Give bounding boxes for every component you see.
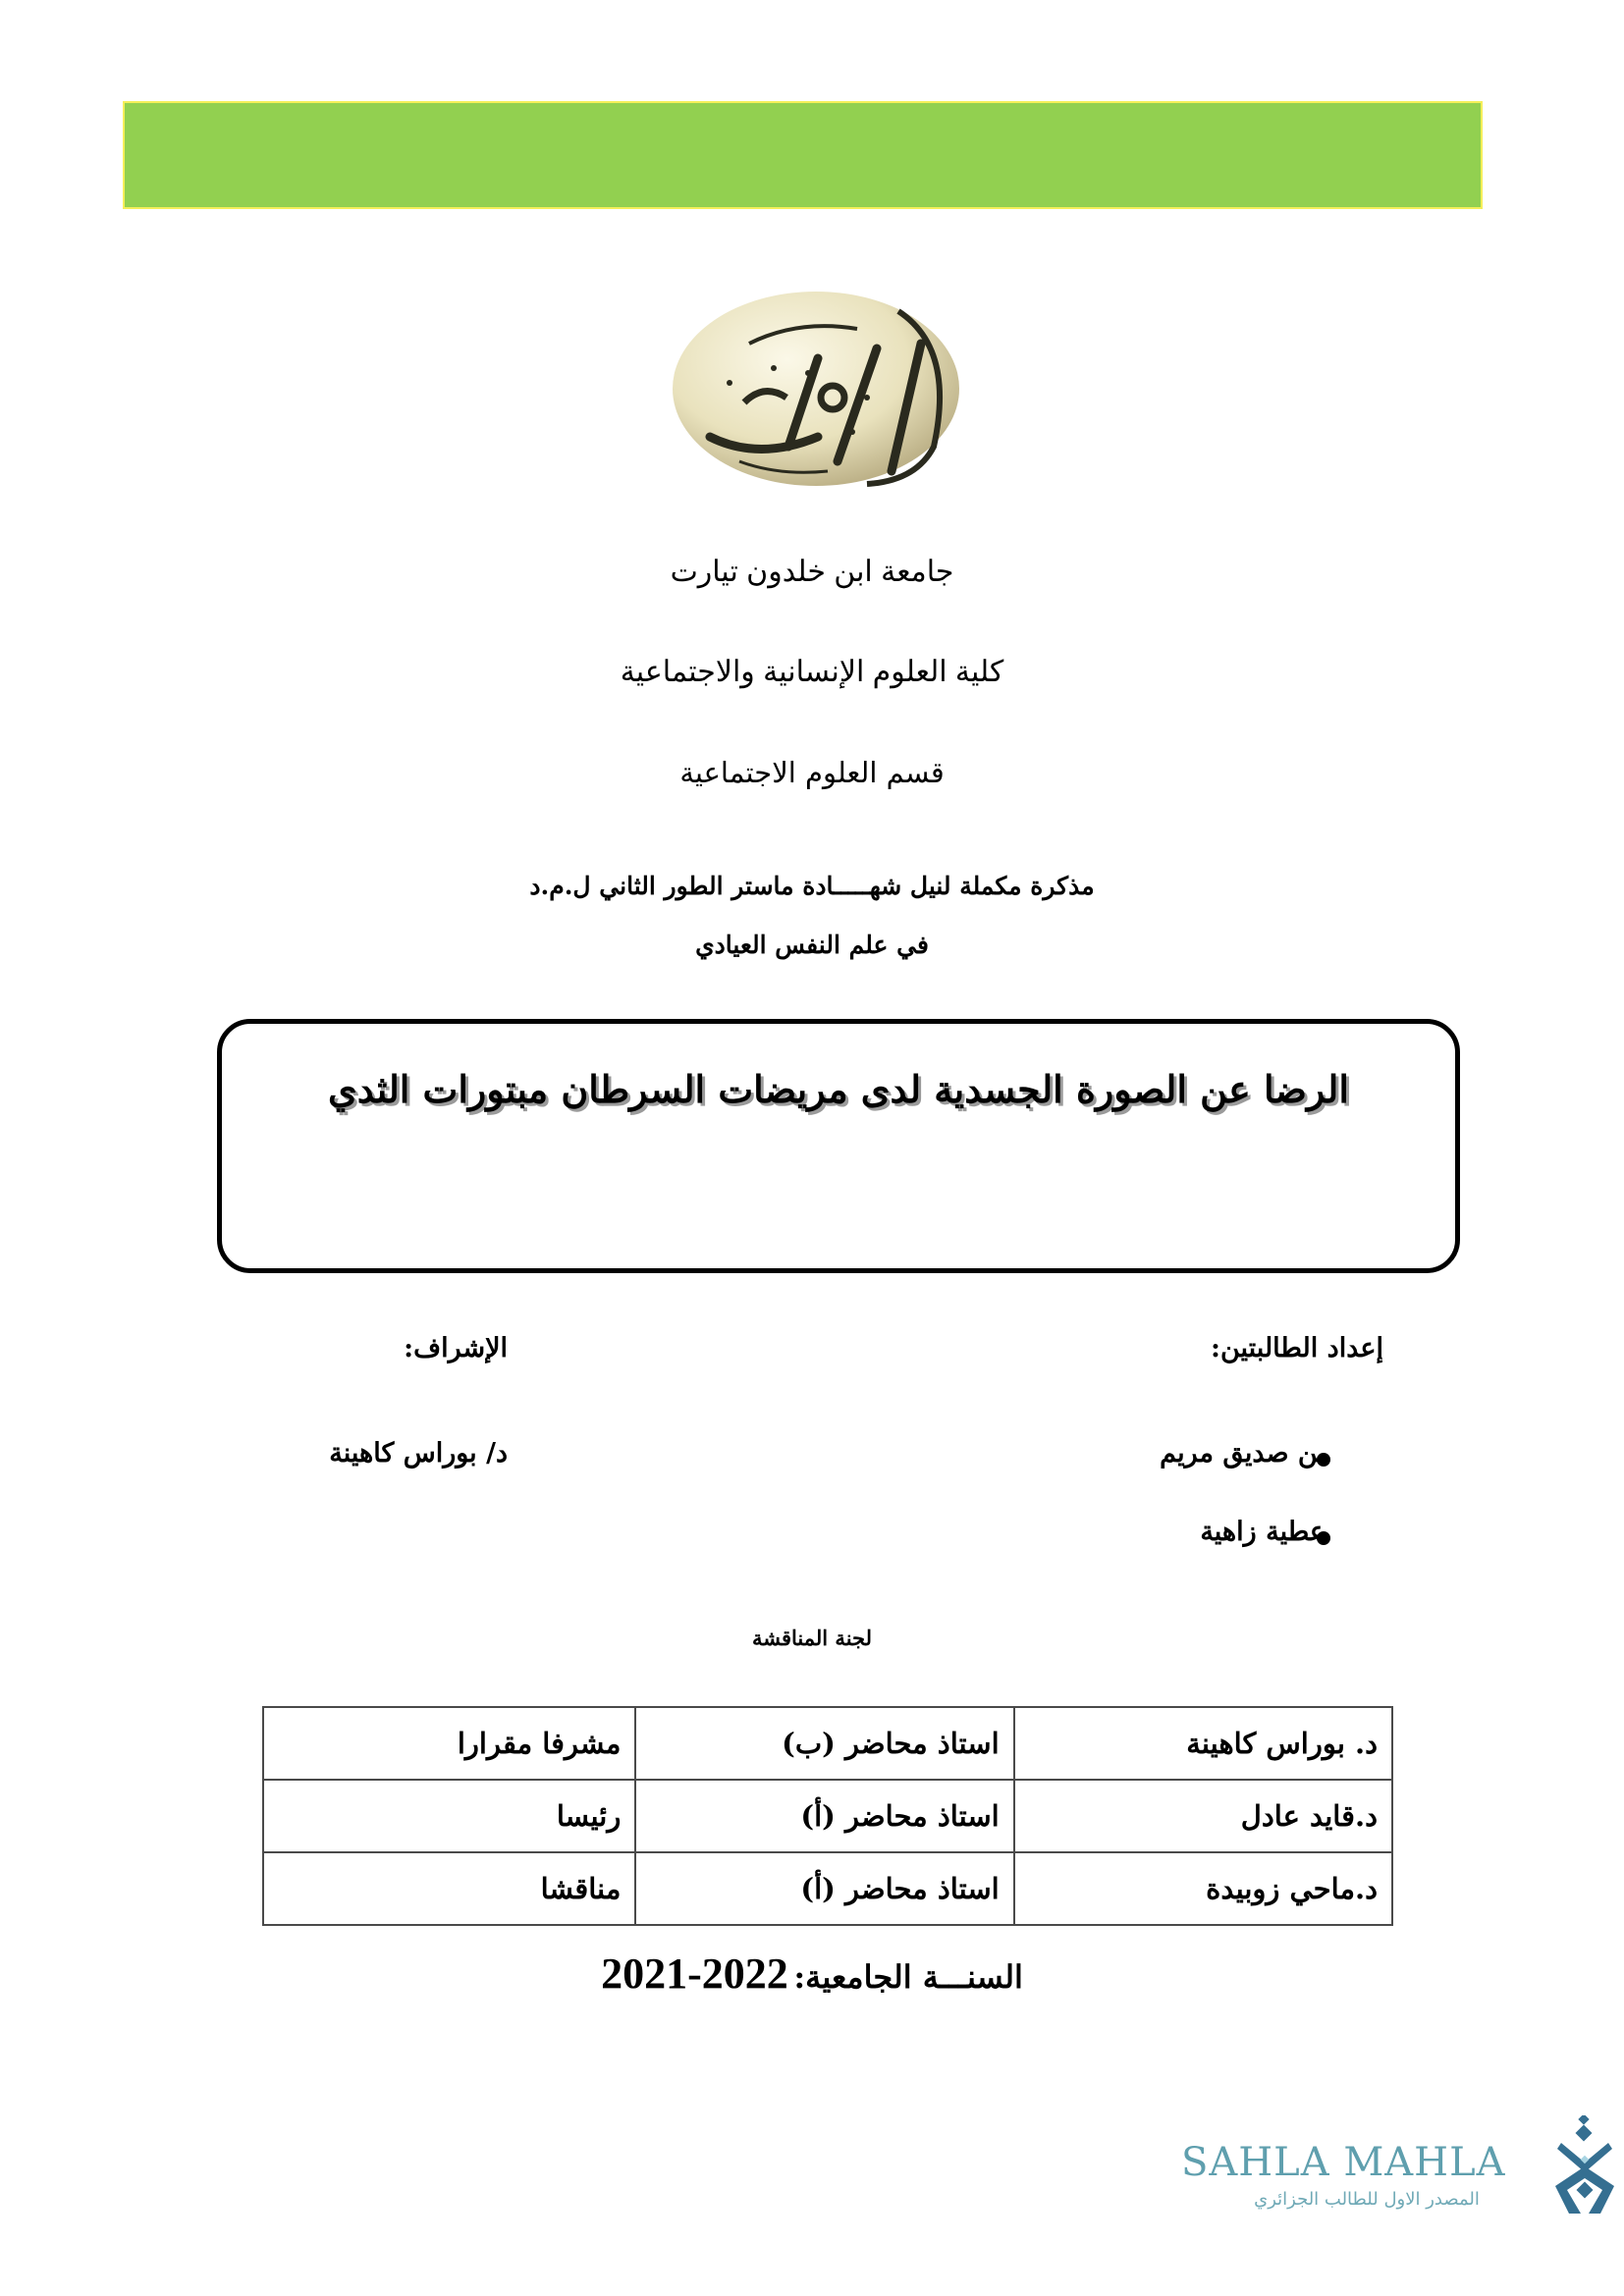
committee-title: لجنة المناقشة <box>751 1626 872 1650</box>
watermark-tagline: المصدر الاول للطالب الجزائري <box>1254 2189 1480 2210</box>
academic-year-value: 2021-2022 <box>601 1949 788 1998</box>
committee-table <box>262 1706 1393 1926</box>
member-role: مشرفا مقرارا <box>263 1707 635 1780</box>
watermark-brand: SAHLA MAHLA <box>1181 2140 1506 2185</box>
member-rank: استاذ محاضر (أ) <box>635 1780 1013 1852</box>
header-green-bar <box>123 101 1483 209</box>
member-name: د.ماحي زوبيدة <box>1014 1852 1392 1925</box>
supervisor-name: د/ بوراس كاهينة <box>329 1438 508 1468</box>
sahla-mahla-watermark <box>1181 2110 1623 2218</box>
member-rank: استاذ محاضر (أ) <box>635 1852 1013 1925</box>
student-name: عطية زاهية <box>1200 1517 1326 1547</box>
table-row <box>263 1780 1392 1852</box>
member-role: رئيسا <box>263 1780 635 1852</box>
students-label: إعداد الطالبتين: <box>1210 1333 1383 1363</box>
supervision-label: الإشراف: <box>404 1333 508 1363</box>
table-row <box>263 1852 1392 1925</box>
university-logo <box>671 290 962 488</box>
academic-year <box>0 1949 1624 1999</box>
thesis-title-box <box>217 1019 1460 1273</box>
student-name: بن صديق مريم <box>1160 1438 1326 1468</box>
faculty-name: كلية العلوم الإنسانية والاجتماعية <box>620 656 1004 688</box>
sahla-mahla-logo-icon <box>1551 2115 1618 2217</box>
member-rank: استاذ محاضر (ب) <box>635 1707 1013 1780</box>
degree-memo-line: مذكرة مكملة لنيل شهـــــادة ماستر الطور الثاني ل.م.د <box>529 872 1095 900</box>
degree-specialty: في علم النفس العيادي <box>695 931 929 959</box>
university-logo-emblem-icon <box>671 290 962 488</box>
academic-year-label: السنـــة الجامعية: <box>793 1958 1023 1996</box>
table-row <box>263 1707 1392 1780</box>
member-name: د.قايد عادل <box>1014 1780 1392 1852</box>
member-role: مناقشا <box>263 1852 635 1925</box>
member-name: د. بوراس كاهينة <box>1014 1707 1392 1780</box>
thesis-title: الرضا عن الصورة الجسدية لدى مريضات السرطان مبتورات الثدي <box>328 1067 1349 1111</box>
department-name: قسم العلوم الاجتماعية <box>679 756 945 789</box>
university-name: جامعة ابن خلدون تيارت <box>670 556 954 588</box>
